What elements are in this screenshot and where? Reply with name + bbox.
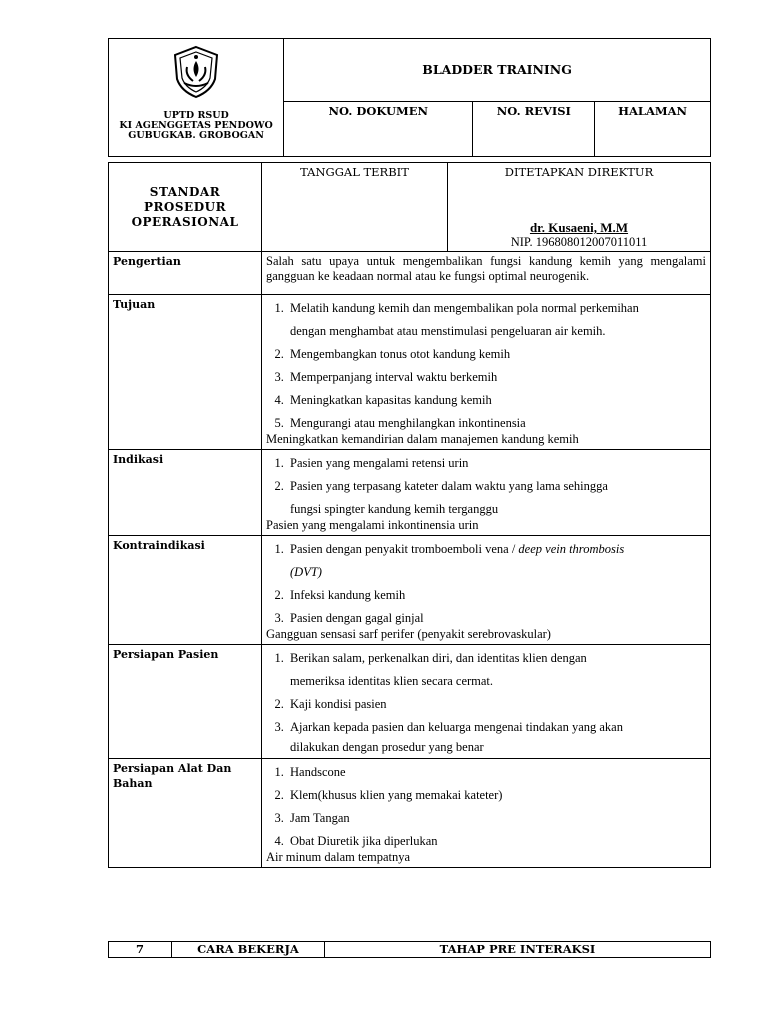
list-item: 3. Pasien dengan gagal ginjal xyxy=(287,607,706,630)
persiapan-alat-label-line2: Bahan xyxy=(113,777,153,790)
list-item: 2. Infeksi kandung kemih xyxy=(287,584,706,607)
hospital-logo-cell xyxy=(109,39,284,157)
footer-tahap: TAHAP PRE INTERAKSI xyxy=(325,942,711,958)
spo-table xyxy=(108,162,711,868)
list-item: 1. Pasien yang mengalami retensi urin xyxy=(287,452,706,475)
indikasi-content xyxy=(262,450,711,536)
no-revisi-header: NO. REVISI xyxy=(473,102,595,157)
hospital-name-line1: UPTD RSUD xyxy=(163,110,229,121)
indikasi-list xyxy=(266,452,706,521)
list-item: 1. Melatih kandung kemih dan mengembalikan pola normal perkemihan dengan menghambat atau menstimulasi pengeluaran air kemih. xyxy=(287,297,706,343)
pengertian-text: Salah satu upaya untuk mengembalikan fungsi kandung kemih yang mengalami gangguan ke keadaan normal atau ke fungsi optimal neurogenik. xyxy=(262,252,711,295)
tujuan-content xyxy=(262,295,711,450)
list-item: 2. Mengembangkan tonus otot kandung kemih xyxy=(287,343,706,366)
persiapan-alat-list xyxy=(266,761,706,853)
tujuan-list xyxy=(266,297,706,435)
tanggal-terbit-cell xyxy=(262,163,448,252)
footer-table xyxy=(108,941,711,958)
spo-label xyxy=(109,163,262,252)
tujuan-label: Tujuan xyxy=(109,295,262,450)
ditetapkan-label: DITETAPKAN DIREKTUR xyxy=(504,165,654,179)
ditetapkan-direktur-cell xyxy=(448,163,711,252)
hospital-emblem-icon xyxy=(167,43,225,101)
hospital-name-line2: KI AGENGGETAS PENDOWO xyxy=(119,120,273,131)
kontraindikasi-list xyxy=(266,538,706,630)
hospital-name-line3: GUBUGKAB. GROBOGAN xyxy=(128,130,264,141)
list-item: 3. Memperpanjang interval waktu berkemih xyxy=(287,366,706,389)
list-item: 1. Handscone xyxy=(287,761,706,784)
footer-cara-bekerja: CARA BEKERJA xyxy=(172,942,325,958)
tanggal-terbit-label: TANGGAL TERBIT xyxy=(300,165,409,179)
persiapan-alat-content xyxy=(262,759,711,868)
list-item: 1. Pasien dengan penyakit tromboemboli vena / deep vein thrombosis (DVT) xyxy=(287,538,706,584)
indikasi-label: Indikasi xyxy=(109,450,262,536)
persiapan-alat-label xyxy=(109,759,262,868)
persiapan-pasien-list xyxy=(266,647,706,756)
pengertian-label: Pengertian xyxy=(109,252,262,295)
persiapan-pasien-content xyxy=(262,645,711,759)
director-name: dr. Kusaeni, M.M xyxy=(529,220,629,235)
persiapan-alat-tail: Air minum dalam tempatnya xyxy=(266,850,411,864)
list-item: 3. Jam Tangan xyxy=(287,807,706,830)
list-item: 4. Meningkatkan kapasitas kandung kemih xyxy=(287,389,706,412)
list-item: 2. Pasien yang terpasang kateter dalam waktu yang lama sehingga fungsi spingter kandung kemih terganggu xyxy=(287,475,706,521)
footer-number: 7 xyxy=(109,942,172,958)
halaman-header: HALAMAN xyxy=(595,102,711,157)
list-item: 1. Berikan salam, perkenalkan diri, dan identitas klien dengan memeriksa identitas klien secara cermat. xyxy=(287,647,706,693)
document-header xyxy=(108,38,711,157)
spo-label-line1: STANDAR xyxy=(149,184,221,199)
tujuan-tail: Meningkatkan kemandirian dalam manajemen kandung kemih xyxy=(266,432,579,446)
director-nip: NIP. 196808012007011011 xyxy=(510,235,648,249)
list-item: 2. Kaji kondisi pasien xyxy=(287,693,706,716)
list-item: 4. Obat Diuretik jika diperlukan xyxy=(287,830,706,853)
list-item: 5. Mengurangi atau menghilangkan inkontinensia xyxy=(287,412,706,435)
spo-label-line3: OPERASIONAL xyxy=(131,214,239,229)
indikasi-tail: Pasien yang mengalami inkontinensia urin xyxy=(266,518,479,532)
no-dokumen-header: NO. DOKUMEN xyxy=(284,102,473,157)
kontraindikasi-tail: Gangguan sensasi sarf perifer (penyakit serebrovaskular) xyxy=(266,627,551,641)
kontraindikasi-content xyxy=(262,536,711,645)
persiapan-alat-label-line1: Persiapan Alat Dan xyxy=(113,762,232,775)
persiapan-pasien-label: Persiapan Pasien xyxy=(109,645,262,759)
spo-label-line2: PROSEDUR xyxy=(143,199,227,214)
document-title: BLADDER TRAINING xyxy=(284,39,711,102)
list-item: 3. Ajarkan kepada pasien dan keluarga mengenai tindakan yang akan dilakukan dengan prosedur yang benar xyxy=(287,716,706,756)
kontraindikasi-label: Kontraindikasi xyxy=(109,536,262,645)
list-item: 2. Klem(khusus klien yang memakai kateter) xyxy=(287,784,706,807)
